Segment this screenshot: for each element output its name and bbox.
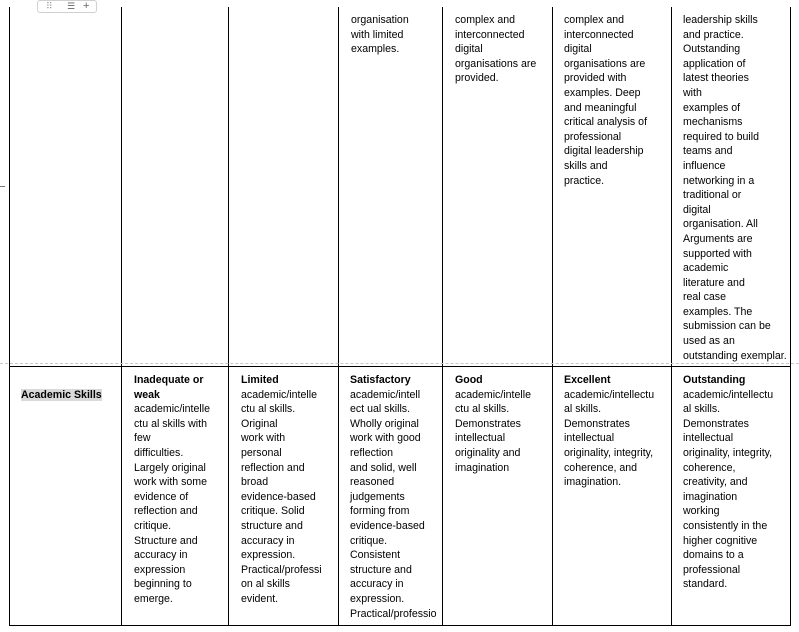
cell-body: academic/intelle ctu al skills with few difficulties. Largely original work with some evidence of reflection and critique. Structure and accuracy in expression beginning to emerge. [134,403,210,605]
table-handle-toolbar[interactable] [37,0,97,13]
rubric-cell-good-continued: complex and interconnected digital organisations are provided. [455,14,537,85]
table-column-divider [338,7,339,626]
sort-icon[interactable]: ☰ [67,1,76,11]
cell-heading: Outstanding [683,374,746,386]
cell-body: academic/intellectu al skills. Demonstrates intellectual originality, integrity, coherence, creativity, and imagination working consistently in the higher cognitive domains to a professional standard. [683,388,774,591]
rubric-cell-excellent [564,373,670,490]
row-label-academic-skills [21,373,102,402]
highlighted-label: Academic Skills [21,388,102,401]
row-divider [9,366,791,367]
rubric-cell-outstanding-continued: leadership skills and practice. Outstanding application of latest theories with examples of mechanisms required to build teams and influence networking in a traditional or digital organisation. All Arguments are supported with academic literature and real case examples. The submission can be used as an outstanding exemplar. [683,14,787,362]
rubric-cell-outstanding [683,373,790,592]
rubric-cell-satisfactory [350,373,442,621]
rubric-cell-limited [241,373,337,607]
table-column-divider [552,7,553,626]
table-border-right [790,7,791,626]
drag-handle-icon[interactable]: ⠿ [46,1,53,11]
add-row-icon[interactable]: + [83,0,90,12]
cell-heading: Good [455,374,483,386]
rubric-cell-satisfactory-continued: organisation with limited examples. [351,14,409,56]
margin-marker [0,186,5,187]
cell-heading: Limited [241,374,279,386]
cell-heading: Excellent [564,374,611,386]
cell-body: academic/intelle ctu al skills. Original work with personal reflection and broad evidence-based critique. Solid structure and accuracy in expression. Practical/professi on al skills evident. [241,388,322,605]
rubric-cell-excellent-continued: complex and interconnected digital organisations are provided with examples. Deep and meaningful critical analysis of professional digital leadership skills and practice. [564,14,648,187]
cell-body: academic/intell ect ual skills. Wholly original work with good reflection and solid, well reasoned judgements forming from evidence-based critique. Consistent structure and accuracy in expression. Practical/professio [350,388,437,620]
rubric-cell-inadequate [134,373,226,607]
table-column-divider [228,7,229,626]
table-column-divider [442,7,443,626]
table-border-left [9,7,10,626]
cell-body: academic/intellectu al skills. Demonstrates intellectual originality, integrity, coherence, and imagination. [564,388,655,489]
cell-body: academic/intelle ctu al skills. Demonstrates intellectual originality and imagination [455,388,531,474]
table-border-bottom [9,625,791,626]
page-break-line [0,363,799,364]
table-column-divider [121,7,122,626]
cell-heading: Satisfactory [350,374,411,386]
rubric-cell-good [455,373,551,475]
cell-heading: Inadequate or weak [134,374,204,401]
table-column-divider [671,7,672,626]
